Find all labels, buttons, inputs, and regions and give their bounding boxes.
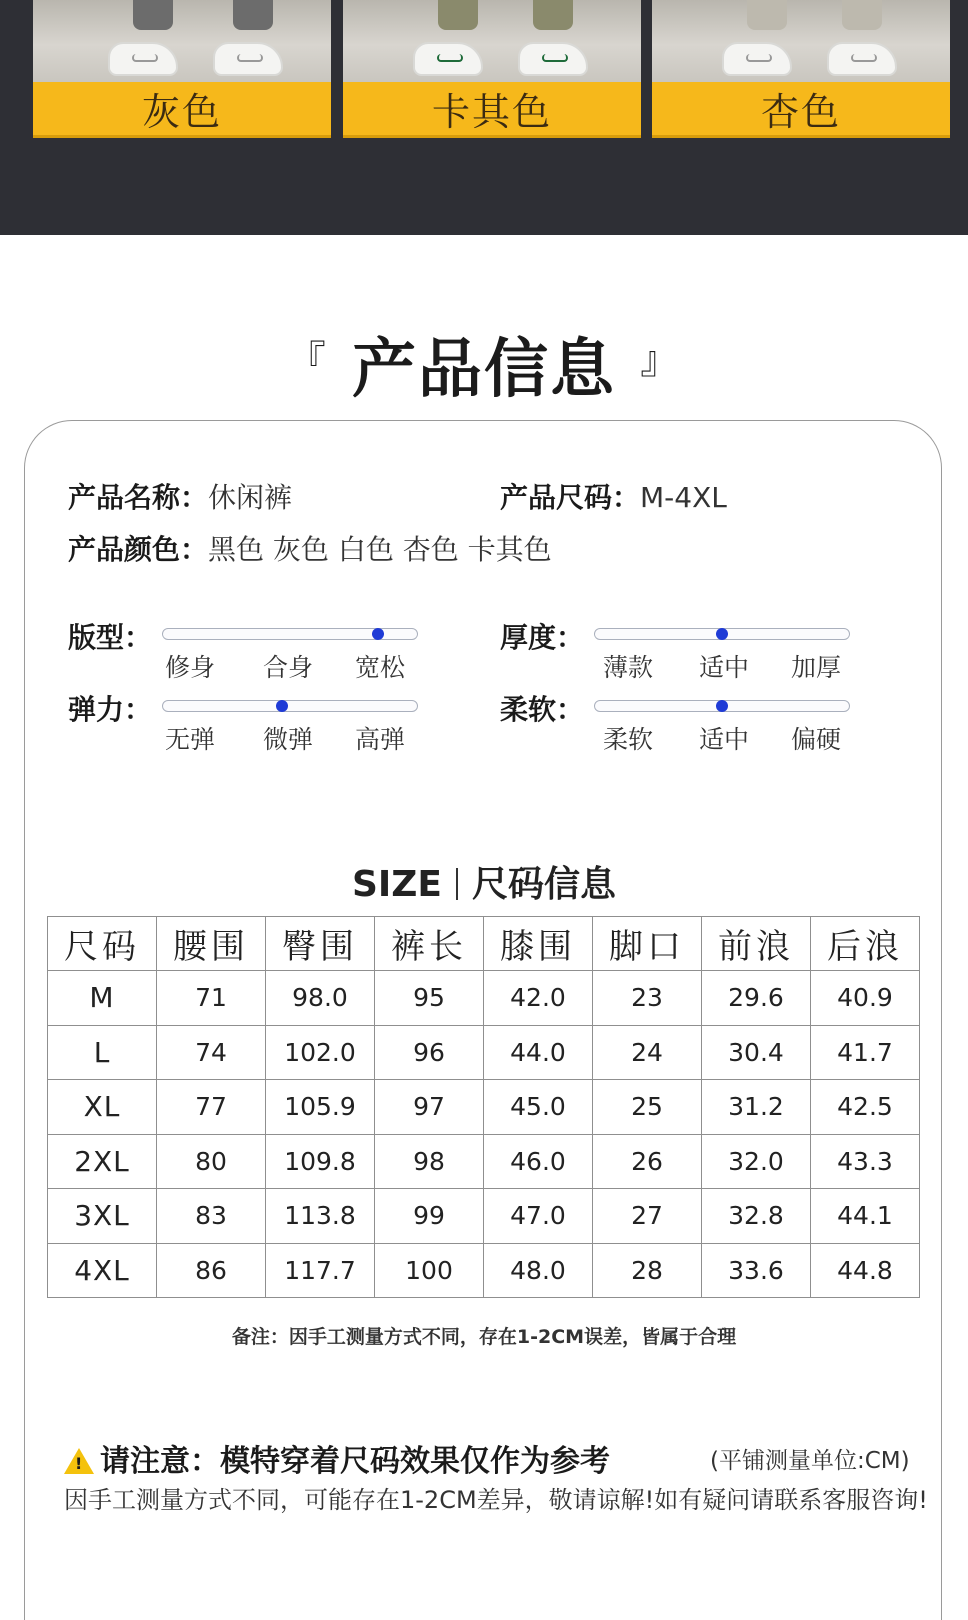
sneaker-icon <box>518 42 588 76</box>
cell: 41.7 <box>811 1025 920 1080</box>
slider-ticks <box>164 720 420 754</box>
pants-leg <box>747 0 787 30</box>
swatch-photo <box>343 0 641 82</box>
attention-text: 请注意：模特穿着尺码效果仅作为参考 <box>100 1444 610 1479</box>
unit-note: (平铺测量单位:CM) <box>710 1448 910 1474</box>
section-title-text: 产品信息 <box>352 333 616 407</box>
cell: 98.0 <box>266 971 375 1026</box>
tick-label: 微弹 <box>262 725 314 754</box>
cell-size: M <box>48 971 157 1026</box>
tick-label: 适中 <box>698 653 750 682</box>
pants-leg <box>133 0 173 30</box>
cell-size: XL <box>48 1080 157 1135</box>
pants-leg <box>438 0 478 30</box>
cell: 100 <box>375 1243 484 1298</box>
pants-leg <box>842 0 882 30</box>
cell-size: L <box>48 1025 157 1080</box>
product-color-label: 产品颜色： <box>68 533 209 566</box>
tick-label: 无弹 <box>164 725 216 754</box>
col-header: 臀围 <box>266 917 375 971</box>
table-row <box>48 971 920 1026</box>
cropped-text-line <box>64 1486 928 1514</box>
cell: 44.8 <box>811 1243 920 1298</box>
slider-ticks <box>164 648 420 682</box>
cell: 96 <box>375 1025 484 1080</box>
cell: 77 <box>157 1080 266 1135</box>
sneaker-icon <box>722 42 792 76</box>
swatch-label: 灰色 <box>33 82 331 138</box>
cropped-text: 因手工测量方式不同，可能存在1-2CM差异，敬请谅解!如有疑问请联系客服咨询! <box>64 1486 928 1514</box>
cell: 109.8 <box>266 1134 375 1189</box>
slider-track <box>162 628 418 640</box>
table-row <box>48 1243 920 1298</box>
slider-track <box>594 628 850 640</box>
sneaker-icon <box>413 42 483 76</box>
product-name-label: 产品名称： <box>68 481 209 514</box>
col-header: 腰围 <box>157 917 266 971</box>
tick-label: 修身 <box>164 653 216 682</box>
col-header: 膝围 <box>484 917 593 971</box>
cell: 86 <box>157 1243 266 1298</box>
cell: 99 <box>375 1189 484 1244</box>
tick-label: 柔软 <box>602 725 654 754</box>
tick-label: 适中 <box>698 725 750 754</box>
swatch-photo <box>33 0 331 82</box>
cell: 42.5 <box>811 1080 920 1135</box>
slider-label: 版型： <box>68 621 153 654</box>
cell: 105.9 <box>266 1080 375 1135</box>
tick-label: 宽松 <box>354 653 406 682</box>
product-name-row <box>68 476 292 516</box>
table-row <box>48 1025 920 1080</box>
sneaker-icon <box>108 42 178 76</box>
size-table <box>47 916 920 1298</box>
slider-label: 柔软： <box>500 693 585 726</box>
cell: 40.9 <box>811 971 920 1026</box>
cell: 80 <box>157 1134 266 1189</box>
product-color-value: 黑色 灰色 白色 杏色 卡其色 <box>208 533 552 566</box>
col-header: 裤长 <box>375 917 484 971</box>
cell: 32.0 <box>702 1134 811 1189</box>
slider-ticks <box>596 720 852 754</box>
cell-size: 2XL <box>48 1134 157 1189</box>
col-header: 前浪 <box>702 917 811 971</box>
col-header: 脚口 <box>593 917 702 971</box>
slider-elasticity <box>68 688 448 768</box>
slider-dot <box>716 700 728 712</box>
cell: 23 <box>593 971 702 1026</box>
title-divider <box>456 868 458 900</box>
table-row <box>48 1189 920 1244</box>
cell: 74 <box>157 1025 266 1080</box>
cell: 44.1 <box>811 1189 920 1244</box>
pants-leg <box>233 0 273 30</box>
table-row <box>48 1080 920 1135</box>
cell: 30.4 <box>702 1025 811 1080</box>
cell: 117.7 <box>266 1243 375 1298</box>
cell: 32.8 <box>702 1189 811 1244</box>
table-header-row <box>48 917 920 971</box>
size-section-title <box>0 856 968 907</box>
cell: 71 <box>157 971 266 1026</box>
attention-notice <box>64 1436 610 1480</box>
slider-softness <box>500 688 880 768</box>
swatch-photo <box>652 0 950 82</box>
slider-track <box>162 700 418 712</box>
cell: 48.0 <box>484 1243 593 1298</box>
cell: 45.0 <box>484 1080 593 1135</box>
cell: 42.0 <box>484 971 593 1026</box>
cell: 46.0 <box>484 1134 593 1189</box>
tick-label: 加厚 <box>790 653 842 682</box>
swatch-apricot[interactable] <box>652 0 950 138</box>
swatch-label: 杏色 <box>652 82 950 138</box>
warning-icon <box>64 1448 94 1474</box>
tick-label: 高弹 <box>354 725 406 754</box>
cell-size: 3XL <box>48 1189 157 1244</box>
swatch-khaki[interactable] <box>343 0 641 138</box>
col-header: 尺码 <box>48 917 157 971</box>
pants-leg <box>533 0 573 30</box>
slider-label: 厚度： <box>500 621 585 654</box>
bracket-close: 』 <box>640 338 681 382</box>
bracket-open: 『 <box>287 338 328 382</box>
cell: 47.0 <box>484 1189 593 1244</box>
product-size-value: M-4XL <box>640 481 727 514</box>
cell: 29.6 <box>702 971 811 1026</box>
cell: 83 <box>157 1189 266 1244</box>
tick-label: 偏硬 <box>790 725 842 754</box>
color-swatch-band <box>0 0 968 235</box>
product-name-value: 休闲裤 <box>208 481 293 514</box>
size-title-en: SIZE <box>351 864 442 905</box>
slider-fit <box>68 616 448 696</box>
cell: 28 <box>593 1243 702 1298</box>
section-title <box>0 318 968 410</box>
col-header: 后浪 <box>811 917 920 971</box>
sneaker-icon <box>213 42 283 76</box>
product-color-row <box>68 528 552 568</box>
cell: 31.2 <box>702 1080 811 1135</box>
slider-thickness <box>500 616 880 696</box>
cell: 24 <box>593 1025 702 1080</box>
cell-size: 4XL <box>48 1243 157 1298</box>
tick-label: 合身 <box>262 653 314 682</box>
product-size-row <box>500 476 727 516</box>
tick-label: 薄款 <box>602 653 654 682</box>
cell: 43.3 <box>811 1134 920 1189</box>
table-row <box>48 1134 920 1189</box>
cell: 95 <box>375 971 484 1026</box>
cell: 113.8 <box>266 1189 375 1244</box>
cell: 44.0 <box>484 1025 593 1080</box>
slider-dot <box>276 700 288 712</box>
measurement-note: 备注：因手工测量方式不同，存在1-2CM误差，皆属于合理 <box>231 1326 737 1348</box>
swatch-gray[interactable] <box>33 0 331 138</box>
slider-label: 弹力： <box>68 693 153 726</box>
swatch-label: 卡其色 <box>343 82 641 138</box>
cell: 102.0 <box>266 1025 375 1080</box>
cell: 98 <box>375 1134 484 1189</box>
cell: 27 <box>593 1189 702 1244</box>
cell: 97 <box>375 1080 484 1135</box>
sneaker-icon <box>827 42 897 76</box>
cell: 26 <box>593 1134 702 1189</box>
cell: 33.6 <box>702 1243 811 1298</box>
slider-track <box>594 700 850 712</box>
cell: 25 <box>593 1080 702 1135</box>
size-title-cn: 尺码信息 <box>472 864 617 905</box>
product-size-label: 产品尺码： <box>500 481 641 514</box>
slider-dot <box>372 628 384 640</box>
slider-ticks <box>596 648 852 682</box>
slider-dot <box>716 628 728 640</box>
